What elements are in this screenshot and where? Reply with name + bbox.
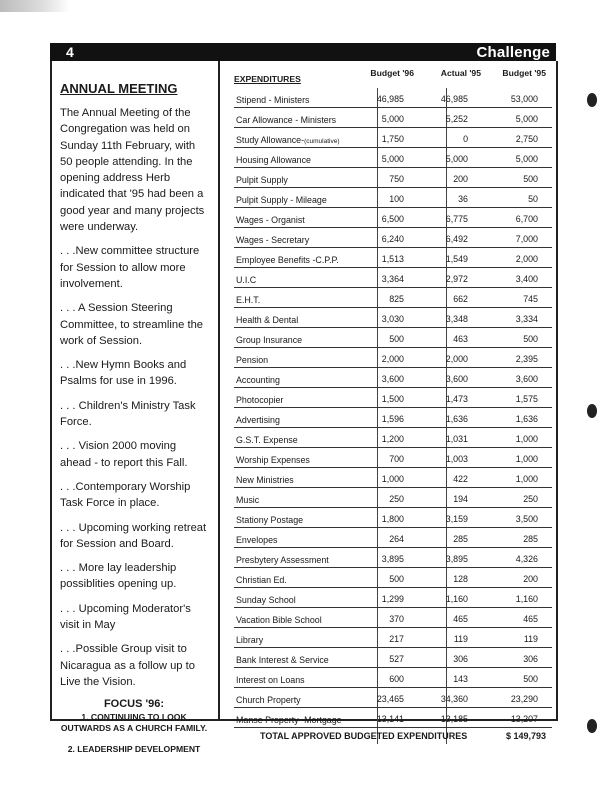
budget-95-value: 6,700 xyxy=(515,214,538,224)
expense-label xyxy=(236,115,336,125)
expense-label xyxy=(236,655,329,665)
expense-name: Interest on Loans xyxy=(236,675,305,685)
budget-96-value: 250 xyxy=(389,494,404,504)
expense-name: Health & Dental xyxy=(236,315,299,325)
table-row xyxy=(234,228,552,248)
budget-95-value: 465 xyxy=(523,614,538,624)
annual-meeting-heading: ANNUAL MEETING xyxy=(60,81,178,96)
actual-95-value: 662 xyxy=(453,294,468,304)
budget-96-value: 6,240 xyxy=(381,234,404,244)
expense-note: (cumulative) xyxy=(304,138,340,145)
budget-96-value: 3,895 xyxy=(381,554,404,564)
expense-name: Presbytery Assessment xyxy=(236,555,329,565)
budget-95-value: 500 xyxy=(523,334,538,344)
table-row xyxy=(234,108,552,128)
budget-96-value: 217 xyxy=(389,634,404,644)
expense-name: Worship Expenses xyxy=(236,455,310,465)
expense-label xyxy=(236,615,322,625)
expense-label xyxy=(236,395,283,405)
actual-95-value: 3,159 xyxy=(445,514,468,524)
expense-name: New Ministries xyxy=(236,475,294,485)
expense-label xyxy=(236,575,287,585)
budget-96-value: 1,596 xyxy=(381,414,404,424)
budget-96-value: 500 xyxy=(389,574,404,584)
budget-96-value: 100 xyxy=(389,194,404,204)
budget-96-value: 1,513 xyxy=(381,254,404,264)
actual-95-value: 306 xyxy=(453,654,468,664)
expenditures-table xyxy=(234,68,552,744)
expense-label xyxy=(236,455,310,465)
expense-label xyxy=(236,95,310,105)
focus-item: 2. LEADERSHIP DEVELOPMENT xyxy=(67,744,201,755)
column-divider xyxy=(218,61,220,721)
highlight-item: . . . Upcoming Moderator's visit in May xyxy=(60,602,191,632)
budget-95-value: 2,750 xyxy=(515,134,538,144)
budget-95-value: 50 xyxy=(528,194,538,204)
budget-96-value: 1,000 xyxy=(381,474,404,484)
highlight-item: . . . Children's Ministry Task Force. xyxy=(60,399,196,429)
expense-name: Accounting xyxy=(236,375,280,385)
actual-95-value: 46,985 xyxy=(440,94,468,104)
budget-96-value: 1,299 xyxy=(381,594,404,604)
annual-meeting-intro: The Annual Meeting of the Congregation was held on Sunday 11th February, with 50 people attending. In the opening address Herb indicated that '95 had been a good year and many projects were underway. xyxy=(60,107,205,234)
actual-95-value: 5,000 xyxy=(445,154,468,164)
budget-96-value: 2,000 xyxy=(381,354,404,364)
table-row xyxy=(234,588,552,608)
expense-name: Advertising xyxy=(236,415,280,425)
budget-95-value: 1,000 xyxy=(515,474,538,484)
budget-95-value: 13,207 xyxy=(510,714,538,724)
expense-label xyxy=(236,235,309,245)
budget-95-value: 1,000 xyxy=(515,454,538,464)
punch-hole xyxy=(587,719,597,733)
expense-name: Car Allowance - Ministers xyxy=(236,115,337,125)
expense-name: Pension xyxy=(236,355,269,365)
table-row xyxy=(234,328,552,348)
actual-95-value: 1,160 xyxy=(445,594,468,604)
budget-96-value: 527 xyxy=(389,654,404,664)
table-row xyxy=(234,648,552,668)
highlight-item: . . .Contemporary Worship Task Force in place. xyxy=(60,480,191,510)
budget-95-value: 23,290 xyxy=(510,694,538,704)
highlight-item: . . .Possible Group visit to Nicaragua as a follow up to Live the Vision. xyxy=(60,643,195,688)
actual-95-value: 6,775 xyxy=(445,214,468,224)
expense-name: Pulpit Supply - Mileage xyxy=(236,195,327,205)
expense-label xyxy=(236,315,298,325)
budget-96-value: 700 xyxy=(389,454,404,464)
expense-label xyxy=(236,635,263,645)
actual-95-value: 463 xyxy=(453,334,468,344)
expense-label xyxy=(236,275,256,285)
table-row xyxy=(234,688,552,708)
expense-label xyxy=(236,435,298,445)
actual-95-value: 194 xyxy=(453,494,468,504)
table-row xyxy=(234,528,552,548)
expense-label xyxy=(236,255,339,265)
budget-95-value: 500 xyxy=(523,674,538,684)
table-body xyxy=(234,88,552,728)
highlight-item: . . . More lay leadership possiblities opening up. xyxy=(60,562,177,591)
expense-label xyxy=(236,515,303,525)
expense-label xyxy=(236,675,305,685)
highlight-item: . . .New committee structure for Session to allow more involvement. xyxy=(60,245,200,290)
expense-name: Group Insurance xyxy=(236,335,303,345)
expense-label xyxy=(236,555,329,565)
table-row xyxy=(234,148,552,168)
budget-95-value: 119 xyxy=(523,634,538,644)
expense-name: Bank Interest & Service xyxy=(236,655,329,665)
expense-label xyxy=(236,595,296,605)
expense-label xyxy=(236,175,288,185)
actual-95-value: 13,185 xyxy=(440,714,468,724)
actual-95-value: 6,492 xyxy=(445,234,468,244)
highlight-item: . . .New Hymn Books and Psalms for use in 1996. xyxy=(60,359,187,388)
expense-label xyxy=(236,335,302,345)
table-row xyxy=(234,568,552,588)
budget-96-value: 1,750 xyxy=(381,134,404,144)
budget-96-value: 23,465 xyxy=(376,694,404,704)
expense-label xyxy=(236,295,260,305)
budget-95-value: 3,400 xyxy=(515,274,538,284)
table-row xyxy=(234,708,552,728)
scan-artifact xyxy=(0,0,70,12)
actual-95-value: 36 xyxy=(458,194,468,204)
budget-96-value: 264 xyxy=(389,534,404,544)
focus-heading: FOCUS '96: xyxy=(103,698,165,711)
focus-list xyxy=(60,712,208,755)
focus-item: 1. CONTINUING TO LOOK OUTWARDS AS A CHURCH FAMILY. xyxy=(60,712,208,734)
budget-96-value: 1,500 xyxy=(381,394,404,404)
expense-label xyxy=(236,535,277,545)
highlight-item: . . . A Session Steering Committee, to streamline the work of Session. xyxy=(60,302,204,347)
newsletter-title: Challenge xyxy=(476,43,550,61)
budget-96-value: 6,500 xyxy=(381,214,404,224)
budget-96-value: 5,000 xyxy=(381,114,404,124)
actual-95-value: 0 xyxy=(463,134,468,144)
actual-95-value: 1,636 xyxy=(445,414,468,424)
expense-label xyxy=(236,495,259,505)
budget-96-value: 750 xyxy=(389,174,404,184)
expense-label xyxy=(236,415,280,425)
budget-95-value: 250 xyxy=(523,494,538,504)
page-header-bar xyxy=(50,43,556,61)
budget-95-value: 285 xyxy=(523,534,538,544)
actual-95-value: 422 xyxy=(453,474,468,484)
budget-96-value: 370 xyxy=(389,614,404,624)
actual-95-value: 3,600 xyxy=(445,374,468,384)
expense-name: Christian Ed. xyxy=(236,575,287,585)
expense-label xyxy=(236,135,340,145)
table-row xyxy=(234,268,552,288)
budget-96-value: 3,364 xyxy=(381,274,404,284)
total-label: TOTAL APPROVED BUDGETED EXPENDITURES xyxy=(260,731,468,741)
budget-96-value: 825 xyxy=(389,294,404,304)
expense-name: Pulpit Supply xyxy=(236,175,288,185)
expense-name: Study Allowance- xyxy=(236,135,305,145)
annual-meeting-column xyxy=(60,81,208,765)
total-value: $ 149,793 xyxy=(505,731,546,741)
budget-96-value: 13,141 xyxy=(376,714,404,724)
actual-95-value: 2,000 xyxy=(445,354,468,364)
actual-95-value: 119 xyxy=(453,634,468,644)
actual-95-value: 1,031 xyxy=(445,434,468,444)
page-number: 4 xyxy=(66,44,74,60)
actual-95-value: 143 xyxy=(453,674,468,684)
highlight-item: . . . Vision 2000 moving ahead - to report this Fall. xyxy=(60,440,188,469)
expense-name: Employee Benefits -C.P.P. xyxy=(236,255,339,265)
budget-96-value: 5,000 xyxy=(381,154,404,164)
table-row xyxy=(234,628,552,648)
expense-name: Wages - Secretary xyxy=(236,235,310,245)
expense-name: U.I.C xyxy=(236,275,257,285)
expense-name: Vacation Bible School xyxy=(236,615,322,625)
budget-96-value: 1,800 xyxy=(381,514,404,524)
actual-95-value: 128 xyxy=(453,574,468,584)
actual-95-value: 3,895 xyxy=(445,554,468,564)
budget-95-value: 3,600 xyxy=(515,374,538,384)
table-row xyxy=(234,208,552,228)
table-row xyxy=(234,368,552,388)
table-row xyxy=(234,468,552,488)
table-row xyxy=(234,408,552,428)
expense-name: Stationy Postage xyxy=(236,515,304,525)
expense-name: Wages - Organist xyxy=(236,215,305,225)
budget-95-value: 1,160 xyxy=(515,594,538,604)
table-row xyxy=(234,188,552,208)
expense-name: Church Property xyxy=(236,695,301,705)
budget-96-value: 1,200 xyxy=(381,434,404,444)
budget-95-value: 1,000 xyxy=(515,434,538,444)
actual-95-value: 465 xyxy=(453,614,468,624)
budget-95-value: 2,395 xyxy=(515,354,538,364)
header-actual-95: Actual '95 xyxy=(440,68,481,78)
table-row xyxy=(234,308,552,328)
table-row xyxy=(234,168,552,188)
budget-95-value: 2,000 xyxy=(515,254,538,264)
budget-95-value: 3,334 xyxy=(515,314,538,324)
budget-95-value: 53,000 xyxy=(510,94,538,104)
budget-95-value: 1,636 xyxy=(515,414,538,424)
expense-name: Sunday School xyxy=(236,595,296,605)
actual-95-value: 3,348 xyxy=(445,314,468,324)
budget-95-value: 5,000 xyxy=(515,154,538,164)
table-row xyxy=(234,508,552,528)
budget-95-value: 5,000 xyxy=(515,114,538,124)
table-row xyxy=(234,88,552,108)
expense-label xyxy=(236,155,311,165)
actual-95-value: 1,003 xyxy=(445,454,468,464)
budget-96-value: 600 xyxy=(389,674,404,684)
meeting-highlights xyxy=(60,243,208,690)
actual-95-value: 5,252 xyxy=(445,114,468,124)
punch-hole xyxy=(587,93,597,107)
budget-95-value: 306 xyxy=(523,654,538,664)
table-row xyxy=(234,388,552,408)
table-row xyxy=(234,348,552,368)
table-row xyxy=(234,428,552,448)
budget-95-value: 745 xyxy=(523,294,538,304)
table-row xyxy=(234,608,552,628)
expense-name: Envelopes xyxy=(236,535,278,545)
actual-95-value: 285 xyxy=(453,534,468,544)
budget-95-value: 200 xyxy=(523,574,538,584)
table-row xyxy=(234,448,552,468)
budget-95-value: 1,575 xyxy=(515,394,538,404)
table-header xyxy=(234,68,552,88)
expense-name: Music xyxy=(236,495,260,505)
actual-95-value: 2,972 xyxy=(445,274,468,284)
budget-96-value: 500 xyxy=(389,334,404,344)
table-row xyxy=(234,668,552,688)
expense-name: Library xyxy=(236,635,264,645)
table-row xyxy=(234,548,552,568)
expense-name: Manse Property -Mortgage xyxy=(236,715,342,725)
header-budget-96: Budget '96 xyxy=(370,68,414,78)
expense-label xyxy=(236,375,280,385)
header-expenditures: EXPENDITURES xyxy=(234,74,301,84)
budget-95-value: 3,500 xyxy=(515,514,538,524)
expense-label xyxy=(236,475,294,485)
budget-96-value: 3,030 xyxy=(381,314,404,324)
table-row xyxy=(234,128,552,148)
budget-96-value: 46,985 xyxy=(376,94,404,104)
highlight-item: . . . Upcoming working retreat for Session and Board. xyxy=(60,521,207,550)
budget-95-value: 7,000 xyxy=(515,234,538,244)
actual-95-value: 1,473 xyxy=(445,394,468,404)
expense-label xyxy=(236,715,342,725)
expense-name: E.H.T. xyxy=(236,295,261,305)
expense-name: Stipend - Ministers xyxy=(236,95,310,105)
expense-label xyxy=(236,195,327,205)
expense-name: Photocopier xyxy=(236,395,284,405)
actual-95-value: 34,360 xyxy=(440,694,468,704)
header-budget-95: Budget '95 xyxy=(502,68,546,78)
total-row xyxy=(234,728,552,744)
expense-label xyxy=(236,355,268,365)
table-row xyxy=(234,288,552,308)
punch-hole xyxy=(587,404,597,418)
expense-label xyxy=(236,695,301,705)
table-row xyxy=(234,248,552,268)
budget-95-value: 4,326 xyxy=(515,554,538,564)
expense-label xyxy=(236,215,305,225)
expense-name: G.S.T. Expense xyxy=(236,435,298,445)
table-row xyxy=(234,488,552,508)
budget-96-value: 3,600 xyxy=(381,374,404,384)
expense-name: Housing Allowance xyxy=(236,155,311,165)
budget-95-value: 500 xyxy=(523,174,538,184)
actual-95-value: 200 xyxy=(453,174,468,184)
actual-95-value: 1,549 xyxy=(445,254,468,264)
